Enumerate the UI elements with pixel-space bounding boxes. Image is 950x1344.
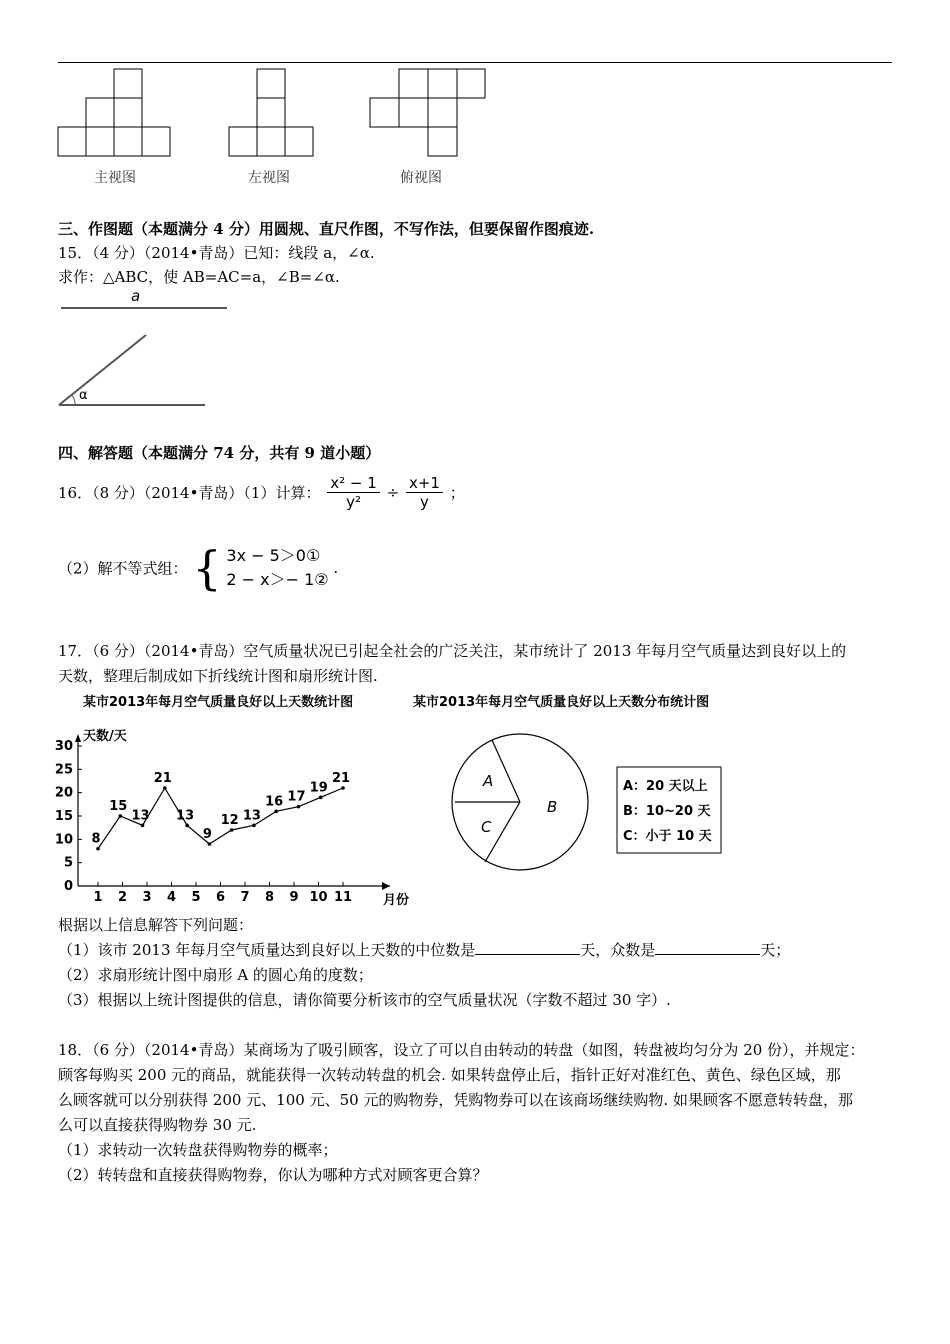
data-point (341, 786, 345, 790)
pie-slice-a-label: A (483, 772, 494, 790)
q17-sub1-a: （1）该市 2013 年每月空气质量达到良好以上天数的中位数是 (58, 941, 476, 959)
line-chart-ylabel: 天数/天 (83, 729, 127, 744)
pie-slice-c-label: C (481, 818, 492, 836)
top-view-label: 俯视图 (400, 170, 442, 186)
q15-line2: 求作：△ABC，使 AB=AC=a，∠B=∠α. (58, 268, 340, 286)
y-tick-label: 5 (63, 855, 73, 871)
q16-part2-end: . (333, 559, 339, 577)
data-point (163, 786, 167, 790)
data-label: 13 (176, 808, 195, 824)
data-label: 19 (309, 780, 328, 796)
data-label: 17 (287, 789, 306, 805)
inequality-2: 2 − x＞− 1② (226, 570, 329, 589)
q18-line3: 么顾客就可以分别获得 200 元、100 元、50 元的购物券，凭购物券可以在该商场继续购物. 如果顾客不愿意转转盘，那 (58, 1091, 853, 1109)
left-view-label: 左视图 (248, 170, 290, 186)
q18-line4: 么可以直接获得购物券 30 元. (58, 1116, 257, 1134)
q15-line1: 15．（4 分）（2014•青岛）已知：线段 a，∠α. (58, 244, 375, 262)
y-tick-label: 10 (55, 832, 73, 848)
inequality-1: 3x − 5＞0① (226, 546, 321, 565)
data-label: 13 (131, 808, 150, 824)
q16-part2 (58, 541, 339, 595)
x-tick-label: 4 (166, 890, 177, 905)
q16-frac1-num: x² − 1 (327, 474, 380, 493)
q16-fraction-1 (327, 474, 380, 511)
y-tick-label: 0 (63, 879, 73, 894)
q17-intro: 根据以上信息解答下列问题： (58, 916, 254, 934)
q16-frac2-den: y (419, 493, 429, 511)
data-point (274, 810, 278, 814)
data-point (319, 796, 323, 800)
data-label: 12 (220, 813, 239, 828)
q17-line1: 17．（6 分）（2014•青岛）空气质量状况已引起全社会的广泛关注，某市统计了 2013 年每月空气质量达到良好以上的 (58, 642, 847, 660)
three-views-figure (50, 64, 500, 194)
data-point (208, 842, 212, 846)
x-tick-label: 3 (142, 890, 152, 905)
q16-part1 (58, 474, 465, 511)
data-point (252, 824, 256, 828)
q16-part2-prefix: （2）解不等式组： (58, 559, 188, 578)
data-point (230, 828, 234, 832)
line-chart (55, 690, 425, 910)
x-tick-label: 6 (215, 890, 226, 905)
data-label: 21 (331, 771, 351, 786)
q17-sub2: （2）求扇形统计图中扇形 A 的圆心角的度数； (58, 966, 373, 984)
x-tick-label: 2 (117, 890, 128, 905)
section4-heading: 四、解答题（本题满分 74 分，共有 9 道小题） (58, 444, 381, 462)
x-tick-label: 10 (309, 890, 328, 905)
pie-slice-b-label: B (547, 798, 558, 816)
data-point (297, 805, 301, 809)
y-axis-arrow (75, 734, 81, 742)
q17-sub1-c: 天； (760, 941, 791, 959)
y-tick-label: 30 (55, 739, 73, 754)
data-point (118, 814, 122, 818)
inequality-system (226, 544, 328, 592)
data-label: 8 (91, 831, 101, 847)
q16-fraction-2 (406, 474, 443, 511)
line-chart-title: 某市2013年每月空气质量良好以上天数统计图 (83, 695, 354, 710)
pie-legend-b: B：10~20 天 (623, 804, 711, 819)
data-label: 13 (242, 808, 261, 824)
inequality-brace: { (192, 541, 222, 595)
front-view-label: 主视图 (94, 170, 136, 186)
data-point (141, 824, 145, 828)
data-point (185, 824, 189, 828)
q18-sub1: （1）求转动一次转盘获得购物券的概率； (58, 1141, 338, 1159)
q16-prefix: 16．（8 分）（2014•青岛）（1）计算： (58, 484, 321, 502)
x-tick-label: 5 (191, 890, 201, 905)
data-label: 15 (109, 799, 128, 814)
q17-line2: 天数，整理后制成如下折线统计图和扇形统计图. (58, 667, 378, 685)
x-tick-label: 7 (240, 890, 250, 905)
x-tick-label: 8 (264, 890, 275, 905)
pie-legend-a: A：20 天以上 (623, 779, 708, 794)
q17-sub1-b: 天，众数是 (580, 941, 656, 959)
line-chart-xlabel: 月份 (383, 893, 410, 908)
data-label: 16 (265, 794, 284, 810)
q17-sub3: （3）根据以上统计图提供的信息，请你简要分析该市的空气质量状况（字数不超过 30 字）. (58, 991, 671, 1009)
segment-a-label: a (131, 287, 141, 305)
q15-figure (55, 286, 235, 411)
x-tick-label: 1 (93, 890, 103, 905)
q16-divide-sign: ÷ (386, 483, 400, 502)
q16-frac1-den: y² (346, 493, 361, 511)
mode-answer-blank[interactable] (655, 940, 760, 955)
section3-heading: 三、作图题（本题满分 4 分）用圆规、直尺作图，不写作法，但要保留作图痕迹. (58, 220, 595, 238)
x-tick-label: 9 (289, 890, 299, 905)
angle-alpha-label: α (79, 388, 88, 403)
data-label: 9 (202, 827, 212, 842)
y-tick-label: 20 (55, 785, 73, 801)
q18-sub2: （2）转转盘和直接获得购物券，你认为哪种方式对顾客更合算？ (58, 1166, 488, 1184)
y-tick-label: 25 (55, 762, 73, 778)
data-label: 21 (153, 771, 172, 786)
q18-line1: 18．（6 分）（2014•青岛）某商场为了吸引顾客，设立了可以自由转动的转盘（如图，转盘被均匀分为 20 份），并规定： (58, 1041, 865, 1059)
median-answer-blank[interactable] (475, 940, 580, 955)
q18-line2: 顾客每购买 200 元的商品，就能获得一次转动转盘的机会. 如果转盘停止后，指针正好对准红色、黄色、绿色区域，那 (58, 1066, 841, 1084)
q17-sub1 (58, 939, 790, 960)
top-rule (58, 62, 892, 63)
data-point (96, 847, 100, 851)
q16-end: ； (449, 484, 465, 502)
pie-legend-c: C：小于 10 天 (623, 829, 712, 844)
pie-chart-title: 某市2013年每月空气质量良好以上天数分布统计图 (413, 695, 710, 710)
q16-frac2-num: x+1 (406, 474, 443, 493)
y-tick-label: 15 (55, 809, 73, 824)
pie-chart (405, 690, 745, 880)
x-tick-label: 11 (333, 890, 353, 905)
x-axis-arrow (382, 882, 390, 890)
